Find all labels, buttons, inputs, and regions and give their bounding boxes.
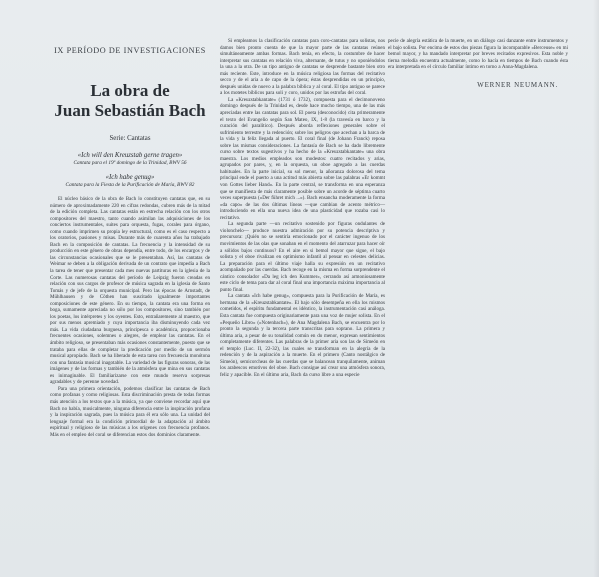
body-paragraph: La «Kreuzstabkantate» (1731 ó 1732), compuesta para el decimonoveno domingo después de la Trinidad es, desde hace mucho tiempo, una de las más apreciadas entre las cantatas para sol. El poeta (desconocido) cita primeramente el texto del Evangelio según San Mateo, IX, 1-8 (la travesía en barco y la curación del paralítico). Después aborda reflexiones generales sobre el sufrimiento terrestre y la redención; sobre los peligros que acechan a la barca de la vida y la feliz llegada al puerto. El coral final (de Johann Franck) reposa sobre las mismas consideraciones. La fantasía de Bach se ha dado libremente curso sobre textos sugestivos y ha hecho de la «Kreuzstabkantate» una obra maestra. Los medios empleados son modestos: cuatro recitados y arias, agrupados por pares, y, en la orquesta, un oboe agregado a las cuerdas habituales. En la parte inicial, su sol menor, la añoranza dolorosa del tema principal ende el puerto a una actitud más abierta sobre las palabras «Er kommt von Gottes lieber Hand». En la parte central, se transforma en una esperanza que se manifiesta de más claramente posible sobre un acorde de séptima cuarto veces superpuesta («Der führet mich ...»). Bach ensancha moderamente la forma «da capo» de las dos últimas líneas —que cambian de acento métrico— introduciendo en ella una nueva idea de una plasticidad que rozaba casi lo recitativo. [220,96,385,221]
page-title [50,81,210,121]
body-paragraph: La segunda parte —un recitativo sostenido por figuras ondulantes de violonchelo— produce nuestra admiración por su potencia descriptiva y precursora: ¡Quién no se sentiría emocionado por el carácter ingenuo de los movimientos de las olas que sonaban en el momento del atarruzar para hacer oír a sólidos bajos continuos? En el aire en si bemol mayor que sigue, el bajo solista y el oboe rivalizan en optimismo infantil al pensar en celestes delicias. La preparación para el último viaje halla su expresión en un recitativo acompañado por las cuerdas. Bach recoge en la misma en forma sorprendente el cántico consolador «Da leg ich den Kummer», cerrando así armoniosamente este ciclo de tema para dar al coral final una importancia máxima importancia al punto final. [220,221,385,293]
cantata-2-title: «Ich habe genug» [105,174,155,181]
column-right [388,38,568,89]
section-heading: IX PERÍODO DE INVESTIGACIONES [54,46,206,55]
column-middle [220,38,385,378]
body-paragraph: pecie de alegría estática de la muerte, en un diálogo casi danzante entre instrumentos y el bajo solista. Por encima de estos dos piezas figura la incomparable «Berceuse» en mi bemol mayor, y ha mandado interpretar por breves recitados expresivos. Esta noble y tierna melodía encuentra actualmente, como lo hacía en tiempos de Bach cuando ésta era interpretada en el círculo familiar íntimo en torno a Anna-Magdalena. [388,38,568,71]
body-paragraph: La cantata «Ich habe genug», compuesta para la Purificación de María, es hermana de la «Kreuzstabkantate». El bajo sólo desempeña en ella los mismos cometidos, el espíritu fundamental es idéntico, la instrumentación casi análoga. Esta cantata fue compuesta originariamente para una voz de mujer solista. En el «Pequeño Libro» («Notenbach»), de Ana Magdalena Bach, se encuentra por lo pronto la segunda y la tercera parte transcritas para soprano. La primera y última aria, a pesar de su tonalidad común en do menor, expresan sentimientos completamente diferentes. Las palabras de la primer aria son las de Simeón en el templo (Luc. II, 22-32), las cuales se transforman en la alegría de la redención y de la aspiración a la muerte. En el primero (Canto nostálgico de Simeón), semicorcheas de las cuerdas que se balancean tranquilamente, animan los arabescos emotivos del oboe. Bach consigue así crear una atmósfera sonora, feliz y apacible. En el último aria, Bach da curso libre a una especie [220,293,385,378]
title-line-1: La obra de [90,81,170,100]
column-left [50,38,210,438]
body-paragraph: El núcleo básico de la obra de Bach lo constituyen cantatas que, en su número de aproximadamente 220 en cifras redondas, cubren más de la mitad de la edición completa. Las cantatas están en estrecha relación con los otros compositores del maestro, tanto cuando asimilan las adquisiciones de los conciertos instrumentales, suites para orquesta, fugas, corales para órgano, como cuando imprimen su propia ley estructural, como es el caso respecto a los oratorios, pasiones y misas. Durante más de cuarenta años ha trabajado Bach en la composición de cantatas. La frecuencia y la intensidad de su producción en este género de obras dependía, entre todo, de los encargos y de las circunstancias ocasionales que se le presentaban. Así, las cantatas de Weimar se deben a la obligación derivada de un contrato que impedía a Bach la tarea de tener que presentar cada mes nuevas partituras en la iglesia de la Corte. Las numerosas cantatas del período de Leipzig fueron creadas en relación con sus cargos de profesor de música sagrada en la iglesia de Santo Tomás y de jefe de la orquesta municipal. Pero las épocas de Arnstadt, de Mühlhausen y de Cöthen han suscitado igualmente importantes composiciones de este género. En su tiempo, la cantata era una forma en boga, sumamente apreciada no sólo por los compositores, sino también por los poetas, los intérpretes y los oyentes. Esto, entrañaremente al maestro, que por sus menos apremiado y cuya importancia iba disminuyendo cada vez más. La vida ciudadana burguesa, principesca o académica, proporcionaba frecuentes ocasiones, solemnes o alegres, de emplear las cantatas. En el ámbito religioso, se presentaban más ocasiones constantemente, puesto que se trataba para ellas de completar la predicación por medio de un sermón musical apropiado. Bach se ha liberado de esta tarea con frecuencia monótona con una fantasía musical inagotable. La variedad de las figuras sonoras, de las imágenes y de las formas y también de la atmósfera que mina en sus cantatas es inimaginable. El familiarizarse con este mundo reserva sorpresas agradables y de perenne novedad. [50,196,210,386]
page-edge-shadow [593,0,599,577]
title-line-2: Juan Sebastián Bach [54,101,206,120]
body-paragraph: Si empleamos la clasificación cantatas para coro-cantatas para solistas, nos damos bien pronto cuenta de que la mayor parte de las cantatas reúnen simultáneamente ambas formas. Bach tenía, en efecto, la costumbre de hacer interpretar sus cantatas en relación viva, alternante, de tutus y no oponiéndolos la una a la otra. De un tipo antiguo de cantatas se desprende bastante bien otro más reciente. Este, introduce en la música religiosa las formas del recitativo secco y de el aria a de capo de la ópera; éstas desprendidas en un principio, después unidas de nuevo a la palabra bíblica y al coral. El tipo antiguo se parece a los motetes bíblicos para soli y coro, unidos por las estrofas del coral. [220,38,386,97]
cantata-1-subtitle: Cantata para el 19º domingo de la Trinidad, BWV 56 [73,160,187,166]
cantata-2-subtitle: Cantata para la Fiesta de la Purificación de María, BWV 82 [65,182,195,188]
author-signature: WERNER NEUMANN. [477,80,558,89]
cantata-1-title: «Ich will den Kreuzstab gerne tragen» [77,152,183,159]
series-label: Serie: Cantatas [109,135,151,142]
body-paragraph: Para una primera orientación, podemos clasificar las cantatas de Bach como profanas y como religiosas. Esta discriminación presta de todas formas más atención a los textos que a la música, ya que conviene recordar aquí que Bach no había, musicalmente, ninguna diferencia entre la inspiración profana y la inspiración sagrada, pues la música para él era sólo una. La unidad del lenguaje formal era la condición primordial de la adaptación al ámbito espiritual y religioso de las músicas a los orígenes con frecuencia profanos. Más en el empleo del coral se diferencian estos dos dominios claramente. [50,385,210,438]
